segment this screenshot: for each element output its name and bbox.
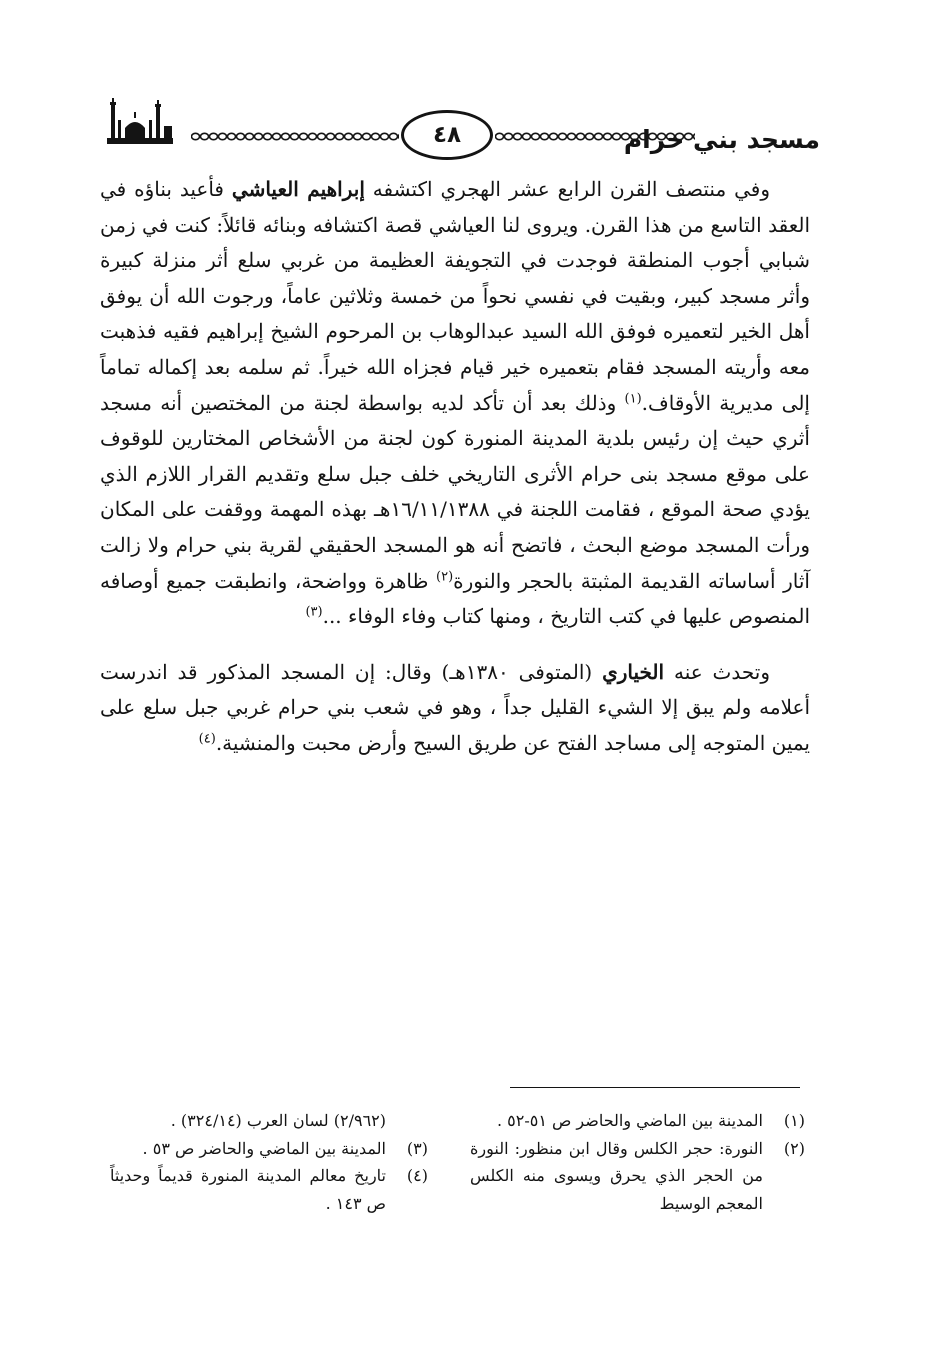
- person-name: الخياري: [602, 659, 665, 684]
- person-name: إبراهيم العياشي: [231, 177, 365, 201]
- chain-ornament-left: [191, 132, 399, 141]
- footnotes-left-column: [110, 1107, 428, 1217]
- page-header: [95, 92, 820, 172]
- paragraph-2: وتحدث عنه الخياري (المتوفى ١٣٨٠هـ) وقال: إن المسجد المذكور قد اندرست أعلامه ولم يبق إلا الشيء القليل جداً ، وهو في شعب بني حرام غربي جبل سلع على يمين المتوجه إلى مساجد الفتح عن طريق السيح وأرض محبت والمنشية.$^{(٤)}$: [100, 659, 810, 755]
- footnote-ref: (٣): [305, 604, 323, 620]
- page-number-badge: [401, 110, 493, 160]
- paragraph-1: وفي منتصف القرن الرابع عشر الهجري اكتشفه إبراهيم العياشي فأعيد بناؤه في العقد التاسع من هذا القرن. ويروى لنا العياشي قصة اكتشافه وبنائه قائلاً: كنت في زمن شبابي أجوب المنطقة فوجدت في التجويفة العظيمة من غربي سلع أثر منزلة كبيرة وأثر مسجد كبير، وبقيت في نفسي نحواً من خمسة وثلاثين عاماً، ورجوت الله أن يوفق أهل الخير لتعميره فوفق الله السيد عبدالوهاب بن المرحوم الشيخ إبراهيم فقيه فذهبت معه وأريته المسجد فقام بتعميره خير قيام فجزاه الله خيراً. ثم سلمه بعد إكماله تماماً إلى مديرية الأوقاف.$^{(١)}$ وذلك بعد أن تأكد لديه بواسطة لجنة من المختصين أنه مسجد أثري حيث إن رئيس بلدية المدينة المنورة كون لجنة من الأشخاص المختارين للوقوف على موقع مسجد بنى حرام الأثرى التاريخي خلف جبل سلع وتقديم القرار اللازم الذي يؤدي صحة الموقع ، فقامت اللجنة في ١٦/١١/١٣٨٨هـ بهذه المهمة ووقفت على المكان ورأت المسجد موضع البحث ، فاتضح أنه هو المسجد الحقيقي لقرية بني حرام ولا زالت آثار أساساته القديمة المثبتة بالحجر والنورة$^{(٢)}$ ظاهرة وواضحة، وانطبقت جميع أوصافه المنصوص عليها في كتب التاريخ ، ومنها كتاب وفاء الوفاء ...$^{(٣)}$: [100, 177, 810, 629]
- running-title: مسجد بني حرام: [623, 125, 820, 154]
- footnote-continuation: (٢/٩٦٢) لسان العرب (٣٢٤/١٤) .: [170, 1111, 386, 1130]
- footnote: (٣) المدينة بين الماضي والحاضر ص ٥٣ .: [142, 1138, 428, 1158]
- footnote-separator: [510, 1087, 800, 1088]
- body-text: [100, 172, 810, 762]
- footnote: (١) المدينة بين الماضي والحاضر ص ٥١-٥٢ .: [496, 1111, 805, 1130]
- mosque-silhouette-icon: [105, 98, 175, 148]
- footnote: (٤) تاريخ معالم المدينة المنورة قديماً وحديثاً ص ١٤٣ .: [110, 1166, 428, 1213]
- footnote: (٢) النورة: حجر الكلس وقال ابن منظور: النورة من الحجر الذي يحرق ويسوى منه الكلس المعجم الوسيط: [470, 1138, 805, 1213]
- footnote-ref: (١): [624, 390, 642, 406]
- footnote-ref: (٤): [198, 731, 216, 747]
- page-number: ٤٨: [432, 122, 462, 148]
- footnotes-right-column: [470, 1107, 805, 1217]
- footnote-ref: (٢): [436, 568, 454, 584]
